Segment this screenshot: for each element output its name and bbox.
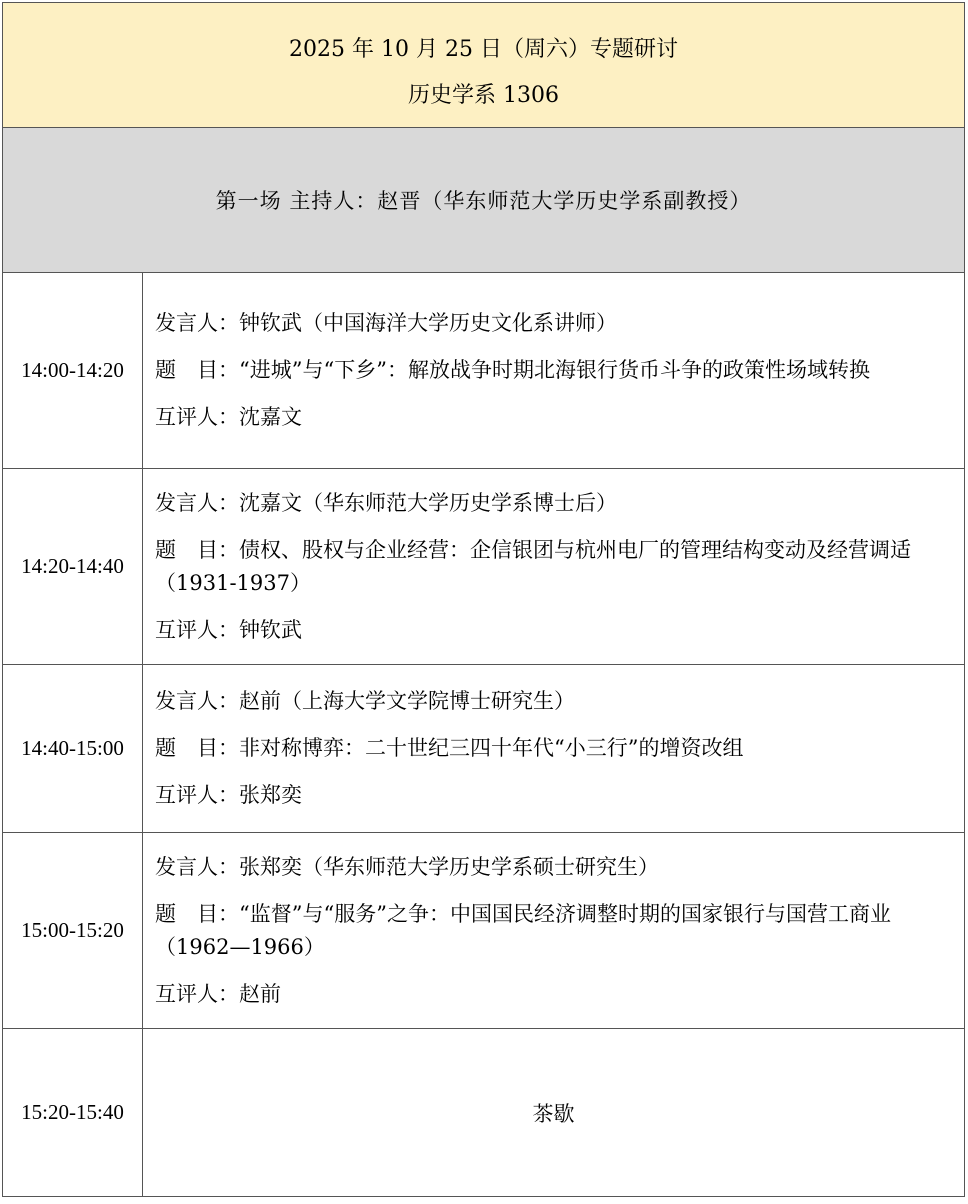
- session-row: [3, 128, 965, 273]
- reviewer-label: 互评人：: [155, 783, 239, 807]
- topic-line: [155, 898, 954, 964]
- session-title: 第一场 主持人：赵晋（华东师范大学历史学系副教授）: [3, 128, 965, 273]
- event-venue: 历史学系 1306: [408, 83, 559, 108]
- topic-label: 题 目：: [155, 901, 239, 926]
- header-cell: [3, 3, 965, 128]
- topic-label: 题 目：: [155, 537, 239, 562]
- talk-time: 14:40-15:00: [3, 665, 143, 833]
- topic-text: 债权、股权与企业经营：企信银团与杭州电厂的管理结构变动及经营调适（1931-1937）: [155, 537, 911, 595]
- speaker-line: [155, 307, 954, 340]
- talk-details: [143, 273, 965, 469]
- talk-time: 15:00-15:20: [3, 833, 143, 1029]
- topic-line: [155, 534, 954, 600]
- speaker-label: 发言人：: [155, 490, 239, 515]
- topic-label: 题 目：: [155, 358, 239, 382]
- speaker-name: 沈嘉文（华东师范大学历史学系博士后）: [239, 490, 617, 515]
- reviewer-label: 互评人：: [155, 405, 239, 429]
- reviewer-label: 互评人：: [155, 617, 239, 642]
- speaker-line: [155, 685, 954, 718]
- speaker-line: [155, 851, 954, 884]
- speaker-label: 发言人：: [155, 854, 239, 879]
- talk-time: 14:00-14:20: [3, 273, 143, 469]
- event-date-title: 2025 年 10 月 25 日（周六）专题研讨: [289, 37, 678, 62]
- talk-row: [3, 273, 965, 469]
- topic-text: 非对称博弈：二十世纪三四十年代“小三行”的增资改组: [239, 736, 744, 760]
- speaker-name: 钟钦武（中国海洋大学历史文化系讲师）: [239, 311, 617, 335]
- reviewer-name: 赵前: [239, 981, 281, 1006]
- header-row: [3, 3, 965, 128]
- reviewer-name: 钟钦武: [239, 617, 302, 642]
- talk-details: [143, 833, 965, 1029]
- speaker-name: 赵前（上海大学文学院博士研究生）: [239, 689, 575, 713]
- topic-line: [155, 732, 954, 765]
- reviewer-line: [155, 401, 954, 434]
- break-label: 茶歇: [143, 1029, 965, 1197]
- reviewer-line: [155, 978, 954, 1011]
- topic-label: 题 目：: [155, 736, 239, 760]
- talk-row: [3, 833, 965, 1029]
- schedule-table: [2, 2, 965, 1197]
- reviewer-name: 张郑奕: [239, 783, 302, 807]
- speaker-name: 张郑奕（华东师范大学历史学系硕士研究生）: [239, 854, 659, 879]
- speaker-label: 发言人：: [155, 311, 239, 335]
- speaker-line: [155, 487, 954, 520]
- talk-row: [3, 665, 965, 833]
- talk-details: [143, 469, 965, 665]
- talk-time: 14:20-14:40: [3, 469, 143, 665]
- talk-details: [143, 665, 965, 833]
- break-row: [3, 1029, 965, 1197]
- reviewer-label: 互评人：: [155, 981, 239, 1006]
- topic-line: [155, 354, 954, 387]
- talk-row: [3, 469, 965, 665]
- reviewer-line: [155, 614, 954, 647]
- speaker-label: 发言人：: [155, 689, 239, 713]
- topic-text: “进城”与“下乡”：解放战争时期北海银行货币斗争的政策性场域转换: [239, 358, 870, 382]
- topic-text: “监督”与“服务”之争：中国国民经济调整时期的国家银行与国营工商业（1962—1966）: [155, 901, 891, 959]
- reviewer-line: [155, 779, 954, 812]
- break-time: 15:20-15:40: [3, 1029, 143, 1197]
- reviewer-name: 沈嘉文: [239, 405, 302, 429]
